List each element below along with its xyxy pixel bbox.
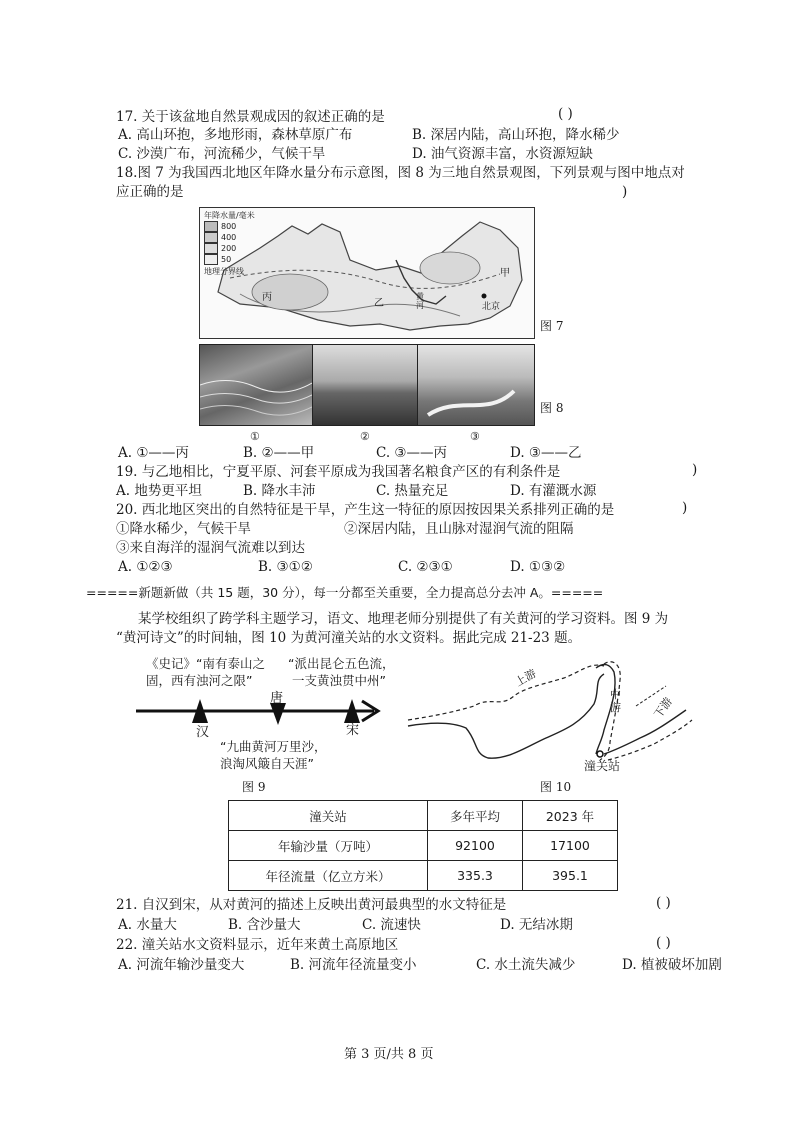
timeline-label-han: 汉 [196, 725, 210, 740]
q22-stem: 22. 潼关站水文资料显示，近年来黄土高原地区 [116, 937, 399, 953]
q21-stem: 21. 自汉到宋，从对黄河的描述上反映出黄河最典型的水文特征是 [116, 897, 507, 913]
river-bend [418, 345, 534, 425]
sand-dune-ripples [200, 345, 312, 425]
q20-answer-paren: ) [682, 500, 688, 516]
fig9-quote-shiji-1: 《史记》“南有泰山之 [146, 656, 265, 671]
q17-option-d: D. 油气资源丰富，水资源短缺 [412, 146, 593, 162]
q17-option-c: C. 沙漠广布，河流稀少，气候干旱 [118, 146, 326, 162]
map-label-yi: 乙 [374, 298, 384, 309]
table-row [229, 861, 618, 891]
fig9-quote-tang-1: “派出昆仑五色流， [288, 656, 395, 671]
photo-number-2: ② [360, 430, 370, 443]
figure-8-photo-3 [417, 344, 535, 426]
q19-option-c: C. 热量充足 [376, 483, 449, 499]
q20-option-d: D. ①③② [510, 559, 566, 575]
q22-option-d: D. 植被破坏加剧 [622, 957, 722, 973]
table-cell: 92100 [428, 831, 523, 861]
q18-option-a: A. ①——丙 [118, 445, 189, 461]
map-legend-title: 年降水量/毫米 [204, 211, 255, 220]
q17-answer-paren: ( ) [558, 106, 573, 122]
fig9-quote-song-2: 浪淘风簸自天涯” [220, 756, 314, 771]
table-cell: 335.3 [428, 861, 523, 891]
q19-stem: 19. 与乙地相比，宁夏平原、河套平原成为我国著名粮食产区的有利条件是 [116, 464, 561, 480]
tongguan-hydrology-table [228, 800, 618, 891]
map-label-yellow-river: 黄河 [416, 292, 424, 310]
figure-8-photo-2 [312, 344, 418, 426]
fig9-quote-tang-2: 一支黄浊贯中州” [292, 673, 386, 688]
table-header-cell: 潼关站 [229, 801, 428, 831]
q20-option-a: A. ①②③ [118, 559, 173, 575]
map-label-beijing: 北京 [482, 302, 501, 312]
timeline-label-tang: 唐 [270, 691, 284, 706]
timeline-label-song: 宋 [346, 723, 360, 738]
q20-statement-3: ③来自海洋的湿润气流难以到达 [116, 540, 305, 556]
map-legend [204, 211, 256, 277]
q20-statement-1: ①降水稀少，气候干旱 [116, 521, 251, 537]
table-row [229, 831, 618, 861]
q22-option-b: B. 河流年径流量变小 [290, 957, 417, 973]
figure-10-caption: 图 10 [540, 780, 572, 794]
q21-answer-paren: ( ) [656, 895, 671, 911]
fig9-quote-song-1: “九曲黄河万里沙， [220, 739, 327, 754]
q18-answer-paren: ) [622, 184, 628, 200]
legend-value-800: 800 [221, 221, 237, 231]
q22-option-c: C. 水土流失减少 [476, 957, 576, 973]
table-cell: 395.1 [523, 861, 618, 891]
page-number-footer: 第 3 页/共 8 页 [344, 1047, 434, 1062]
fig10-label-station: 潼关站 [584, 759, 621, 773]
figure-8-caption: 图 8 [540, 401, 564, 415]
q18-option-d: D. ③——乙 [510, 445, 582, 461]
q17-option-a: A. 高山环抱，多地形雨，森林草原广布 [118, 127, 353, 143]
figure-9-caption: 图 9 [242, 780, 266, 794]
q21-option-b: B. 含沙量大 [228, 917, 301, 933]
figure-7-caption: 图 7 [540, 319, 564, 333]
q20-statement-2: ②深居内陆，且山脉对湿润气流的阻隔 [344, 521, 574, 537]
q21-option-a: A. 水量大 [118, 917, 177, 933]
q18-stem-line1: 18.图 7 为我国西北地区年降水量分布示意图，图 8 为三地自然景观图，下列景观与图中地点对 [116, 165, 685, 181]
q20-stem: 20. 西北地区突出的自然特征是干旱，产生这一特征的原因按因果关系排列正确的是 [116, 502, 615, 518]
legend-value-50: 50 [221, 254, 232, 264]
q20-option-c: C. ②③① [398, 559, 453, 575]
map-label-jia: 甲 [500, 268, 510, 279]
fig9-quote-shiji-2: 固，西有浊河之限” [146, 673, 253, 688]
q17-stem: 17. 关于该盆地自然景观成因的叙述正确的是 [116, 109, 385, 125]
q20-option-b: B. ③①② [258, 559, 313, 575]
figure-8-photo-1 [199, 344, 313, 426]
legend-value-400: 400 [221, 232, 237, 242]
q17-option-b: B. 深居内陆，高山环抱，降水稀少 [412, 127, 620, 143]
q19-answer-paren: ) [692, 462, 698, 478]
q19-option-a: A. 地势更平坦 [116, 483, 202, 499]
figure-7-map [199, 207, 535, 339]
fig10-label-middle: 中游 [610, 688, 621, 714]
fig10-label-lower: 下游 [651, 695, 675, 721]
map-legend-boundary: 地理分界线 [204, 267, 244, 276]
intro-line-1: 某学校组织了跨学科主题学习，语文、地理老师分别提供了有关黄河的学习资料。图 9 为 [138, 611, 669, 627]
map-label-bing: 丙 [262, 292, 272, 303]
q22-answer-paren: ( ) [656, 935, 671, 951]
table-cell: 17100 [523, 831, 618, 861]
photo-number-1: ① [250, 430, 260, 443]
photo-number-3: ③ [470, 430, 480, 443]
table-header-row [229, 801, 618, 831]
table-header-cell: 2023 年 [523, 801, 618, 831]
q18-option-c: C. ③——丙 [376, 445, 448, 461]
q19-option-b: B. 降水丰沛 [243, 483, 316, 499]
q19-option-d: D. 有灌溉水源 [510, 483, 597, 499]
table-cell: 年输沙量（万吨） [229, 831, 428, 861]
legend-value-200: 200 [221, 243, 237, 253]
table-cell: 年径流量（亿立方米） [229, 861, 428, 891]
q21-option-c: C. 流速快 [362, 917, 421, 933]
table-header-cell: 多年平均 [428, 801, 523, 831]
intro-line-2: “黄河诗文”的时间轴，图 10 为黄河潼关站的水文资料。据此完成 21-23 题。 [116, 630, 582, 646]
section-header: =====新题新做（共 15 题，30 分），每一分都至关重要，全力提高总分去冲 A。===== [86, 585, 604, 600]
fig10-label-upper: 上游 [513, 666, 539, 689]
q21-option-d: D. 无结冰期 [500, 917, 573, 933]
q18-stem-line2: 应正确的是 [116, 184, 184, 200]
q18-option-b: B. ②——甲 [243, 445, 315, 461]
q22-option-a: A. 河流年输沙量变大 [118, 957, 245, 973]
